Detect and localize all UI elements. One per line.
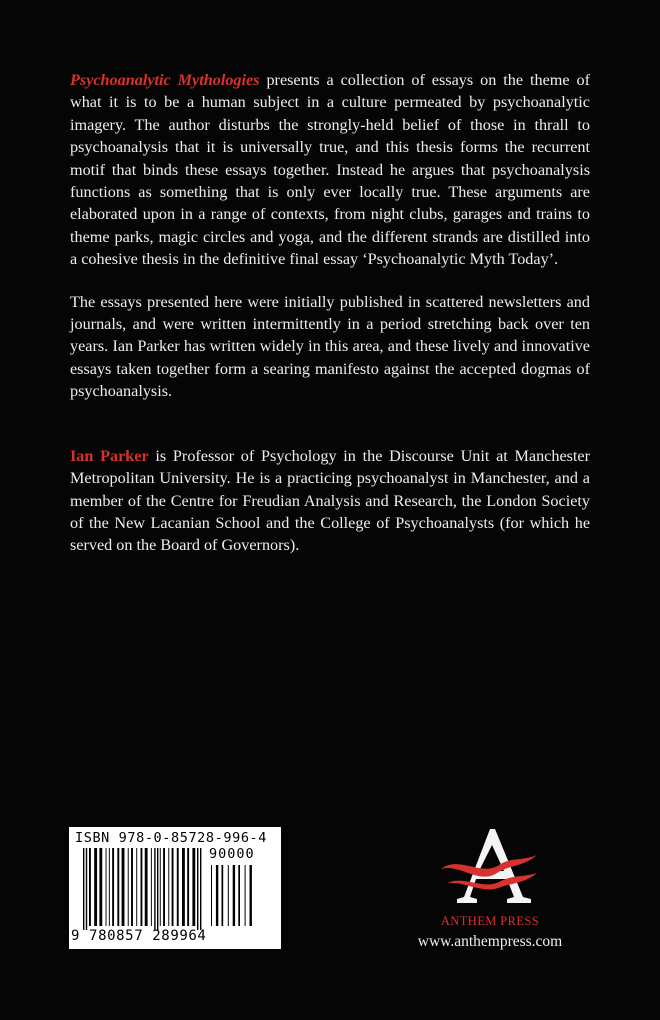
isbn-barcode	[69, 827, 281, 949]
blurb-paragraph-2: The essays presented here were initially published in scattered newsletters and journals, and were written intermittently in a period stretching back over ten years. Ian Parker has written widely in this area, and these lively and innovative essays taken together form a searing manifesto against the accepted dogmas of psychoanalysis.	[70, 292, 590, 401]
author-bio-text: is Professor of Psychology in the Discourse Unit at Manchester Metropolitan University. He is a practicing psychoanalyst in Manchester, and a member of the Centre for Freudian Analysis and Research, the London Society of the New Lacanian School and the College of Psychoanalysts (for which he served on the Board of Governors).	[70, 446, 591, 555]
isbn-label: ISBN 978-0-85728-996-4	[75, 830, 268, 846]
author-bio	[70, 445, 590, 557]
barcode-addon-number: 90000	[209, 846, 255, 862]
publisher-block	[400, 825, 580, 965]
ean-number: 9 780857 289964	[71, 928, 207, 944]
blurb-paragraph-1	[70, 69, 590, 271]
blurb-text	[70, 69, 590, 557]
publisher-url: www.anthempress.com	[417, 933, 563, 950]
publisher-name: ANTHEM PRESS	[440, 914, 540, 928]
author-name: Ian Parker	[70, 446, 149, 465]
book-title: Psychoanalytic Mythologies	[70, 71, 260, 89]
blurb-paragraph-1-text: presents a collection of essays on the theme of what it is to be a human subject in a culture permeated by psychoanalytic imagery. The author disturbs the strongly-held belief of those in thrall to psychoanalysis that it is universally true, and this thesis forms the recurrent motif that binds these essays together. Instead he argues that psychoanalysis functions as something that is only ever locally true. These arguments are elaborated upon in a range of contexts, from night clubs, garages and trains to theme parks, magic circles and yoga, and the different strands are distilled into a cohesive thesis in the definitive final essay ‘Psychoanalytic Myth Today’.	[70, 71, 590, 269]
anthem-a-logo-icon	[437, 825, 543, 913]
